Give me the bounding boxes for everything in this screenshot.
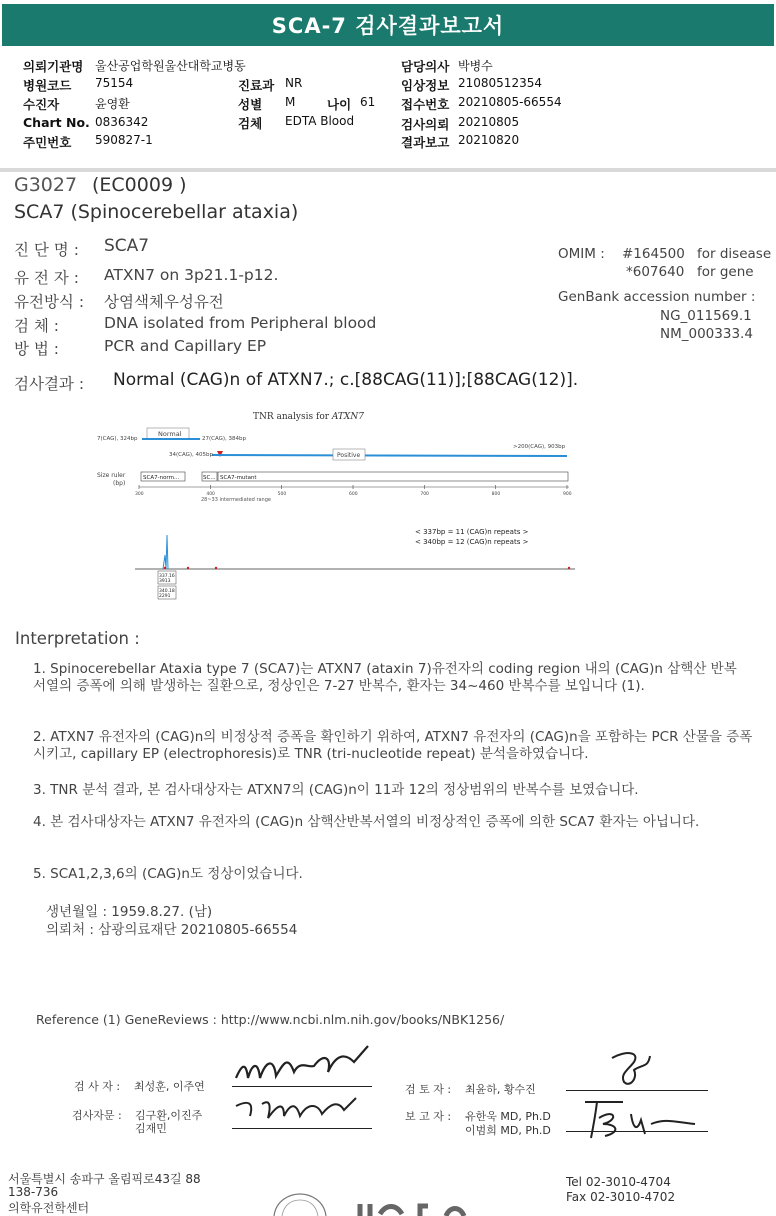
report-date-label: 결과보고	[401, 135, 450, 150]
reporter-name-1: 유한욱 MD, Ph.D	[465, 1110, 551, 1123]
left-label-1: 7(CAG), 324bp	[97, 436, 138, 442]
reviewer-label: 검 토 자 :	[405, 1083, 452, 1096]
ruler-tick-label: 700	[420, 492, 429, 497]
method-label: 방 법 :	[14, 340, 60, 358]
clinical-label: 임상정보	[401, 78, 450, 93]
red-mark	[215, 567, 217, 569]
tester-signature	[228, 1042, 378, 1090]
report-date-value: 20210820	[458, 133, 520, 147]
bp-label: (bp)	[113, 480, 126, 487]
genbank-2: NM_000333.4	[660, 326, 753, 342]
advisor-label: 검사자문 :	[72, 1109, 122, 1122]
interpretation-item-3: 3. TNR 분석 결과, 본 검사대상자는 ATXN7의 (CAG)n이 11과 12의 정상범위의 반복수를 보였습니다.	[33, 782, 639, 798]
interpretation-heading: Interpretation :	[15, 629, 140, 648]
age-value: 61	[360, 95, 376, 109]
footer-address-2: 138-736	[8, 1185, 59, 1199]
marker-triangle	[217, 451, 223, 457]
reviewer-sign-line	[566, 1090, 708, 1091]
ruler-tick-label: 500	[277, 492, 287, 497]
reporter-sign-line	[566, 1131, 708, 1132]
hospital-logo	[270, 1192, 510, 1216]
doctor-label: 담당의사	[401, 59, 450, 74]
reporter-signature	[575, 1094, 705, 1142]
report-title: SCA-7 검사결과보고서	[2, 4, 774, 46]
normal-box-label: Normal	[158, 430, 182, 438]
test-code: G3027	[14, 174, 78, 196]
patient-label: 수진자	[23, 97, 60, 112]
mutant-bar	[218, 472, 568, 481]
receipt-value: 20210805-66554	[458, 95, 562, 109]
tester-label: 검 사 자 :	[74, 1080, 121, 1093]
reviewer-signature	[590, 1048, 700, 1092]
institution-value: 울산공업학원울산대학교병동	[95, 59, 246, 73]
peak-trace	[163, 535, 168, 569]
specimen-label: 검체	[238, 116, 263, 131]
receipt-label: 접수번호	[401, 97, 450, 112]
sample-label: 검 체 :	[14, 317, 60, 335]
omim-label: OMIM :	[558, 246, 605, 262]
intermediate-range-label: 28~33 intermediated range	[201, 497, 271, 503]
patient-value: 윤영환	[95, 97, 130, 111]
gene-label: 유 전 자 :	[14, 269, 79, 287]
left-label-2: 34(CAG), 405bp	[169, 452, 214, 458]
reporter-label: 보 고 자 :	[405, 1110, 452, 1123]
footer-address-3: 의학유전학센터	[8, 1201, 90, 1215]
footer-fax: Fax 02-3010-4702	[566, 1190, 676, 1204]
ruler-tick-label: 600	[349, 492, 358, 497]
mutant-bar-label: SCA7-mutant	[220, 475, 257, 481]
diagnosis-label: 진 단 명 :	[14, 241, 79, 259]
normal-range-label: SCA7-norm...	[143, 475, 180, 481]
interpretation-item-4: 4. 본 검사대상자는 ATXN7 유전자의 (CAG)n 삼핵산반복서열의 비정상적인 증폭에 의한 SCA7 환자는 아닙니다.	[33, 814, 700, 830]
omim-gene: *607640	[626, 264, 685, 280]
chart-label: Chart No.	[23, 115, 90, 130]
advisor-sign-line	[232, 1128, 372, 1129]
legend-2: < 340bp = 12 (CAG)n repeats >	[415, 538, 529, 546]
intermediate-bar-label: SC...	[203, 475, 216, 481]
red-mark	[164, 567, 166, 569]
peak-2-height: 2291	[159, 594, 171, 599]
right-label-1: 27(CAG), 384bp	[202, 436, 247, 442]
birth-date: 생년월일 : 1959.8.27. (남)	[46, 904, 213, 920]
positive-trace	[212, 455, 567, 456]
tester-sign-line	[232, 1086, 372, 1087]
sample-value: DNA isolated from Peripheral blood	[104, 314, 377, 332]
right-label-2: >200(CAG), 903bp	[513, 444, 566, 450]
test-name: SCA7 (Spinocerebellar ataxia)	[14, 201, 299, 223]
ruler-tick-label: 800	[491, 492, 501, 497]
sex-value: M	[285, 95, 296, 109]
age-label: 나이	[327, 97, 352, 112]
interpretation-item-1: 1. Spinocerebellar Ataxia type 7 (SCA7)는 ATXN7 (ataxin 7)유전자의 coding region 내의 (CAG)n 삼핵산 반복서열의 증폭에 의해 발생하는 질환으로, 정상인은 7-27 반복수, 환자는 34~460 반복수를 보입니다 (1).	[33, 661, 737, 694]
patient-info-block	[0, 50, 776, 168]
hospital-code-label: 병원코드	[23, 78, 72, 93]
id-label: 주민번호	[23, 135, 72, 150]
tester-names: 최성훈, 이주연	[134, 1080, 205, 1093]
omim-disease: #164500	[622, 246, 685, 262]
peak-1-height: 3913	[159, 579, 171, 584]
red-mark	[187, 567, 189, 569]
positive-box-label: Positive	[337, 452, 361, 459]
diagnosis-value: SCA7	[104, 236, 150, 256]
footer-address-1: 서울특별시 송파구 올림픽로43길 88	[8, 1172, 201, 1186]
reporter-name-2: 이범희 MD, Ph.D	[465, 1124, 551, 1137]
genbank-1: NG_011569.1	[660, 308, 752, 324]
figure-title: TNR analysis for ATXN7	[253, 412, 364, 422]
requester: 의뢰처 : 삼광의료재단 20210805-66554	[46, 922, 298, 938]
hospital-code-value: 75154	[95, 76, 134, 90]
chart-value: 0836342	[95, 115, 149, 129]
peak-1-bp: 337.16	[159, 574, 175, 579]
ruler-tick-label: 900	[563, 492, 572, 497]
footer-tel: Tel 02-3010-4704	[566, 1175, 671, 1189]
gene-value: ATXN7 on 3p21.1-p12.	[104, 266, 279, 284]
inheritance-value: 상염색체우성유전	[104, 293, 224, 311]
specimen-value: EDTA Blood	[285, 114, 355, 128]
red-mark	[568, 567, 570, 569]
interpretation-item-2: 2. ATXN7 유전자의 (CAG)n의 비정상적 증폭을 확인하기 위하여, ATXN7 유전자의 (CAG)n을 포함하는 PCR 산물을 증폭시키고, capillary EP (electrophoresis)로 TNR (tri-nucleotide repeat) 분석을하였습니다.	[33, 729, 753, 762]
advisor-names-2: 김재민	[135, 1122, 167, 1135]
id-value: 590827-1	[95, 133, 153, 147]
test-subcode: (EC0009 )	[92, 174, 187, 196]
request-label: 검사의뢰	[401, 117, 450, 132]
method-value: PCR and Capillary EP	[104, 337, 267, 355]
advisor-signature	[228, 1092, 378, 1132]
reference: Reference (1) GeneReviews : http://www.ncbi.nlm.nih.gov/books/NBK1256/	[36, 1012, 505, 1027]
omim-gene-note: for gene	[697, 264, 754, 280]
legend-1: < 337bp = 11 (CAG)n repeats >	[415, 528, 529, 536]
reviewer-names: 최윤하, 황수진	[465, 1083, 536, 1096]
omim-disease-note: for disease	[697, 246, 772, 262]
genbank-label: GenBank accession number :	[558, 289, 756, 305]
ruler-tick-label: 400	[206, 492, 215, 497]
dept-label: 진료과	[238, 78, 275, 93]
peak-2-bp: 340.18	[159, 589, 175, 594]
result-value: Normal (CAG)n of ATXN7.; c.[88CAG(11)];[88CAG(12)].	[113, 370, 579, 390]
result-label: 검사결과 :	[14, 375, 85, 393]
sex-label: 성별	[238, 97, 263, 112]
interpretation-item-5: 5. SCA1,2,3,6의 (CAG)n도 정상이었습니다.	[33, 866, 303, 882]
clinical-value: 21080512354	[458, 76, 542, 90]
tnr-figure	[85, 405, 585, 605]
dept-value: NR	[285, 76, 303, 90]
advisor-names-1: 김구환,이진주	[135, 1109, 203, 1122]
institution-label: 의뢰기관명	[23, 59, 84, 74]
divider	[0, 168, 776, 172]
ruler-tick-label: 300	[135, 492, 144, 497]
inheritance-label: 유전방식 :	[14, 293, 85, 311]
request-value: 20210805	[458, 115, 520, 129]
size-ruler-label: Size ruler	[97, 472, 126, 479]
doctor-value: 박병수	[458, 59, 493, 73]
